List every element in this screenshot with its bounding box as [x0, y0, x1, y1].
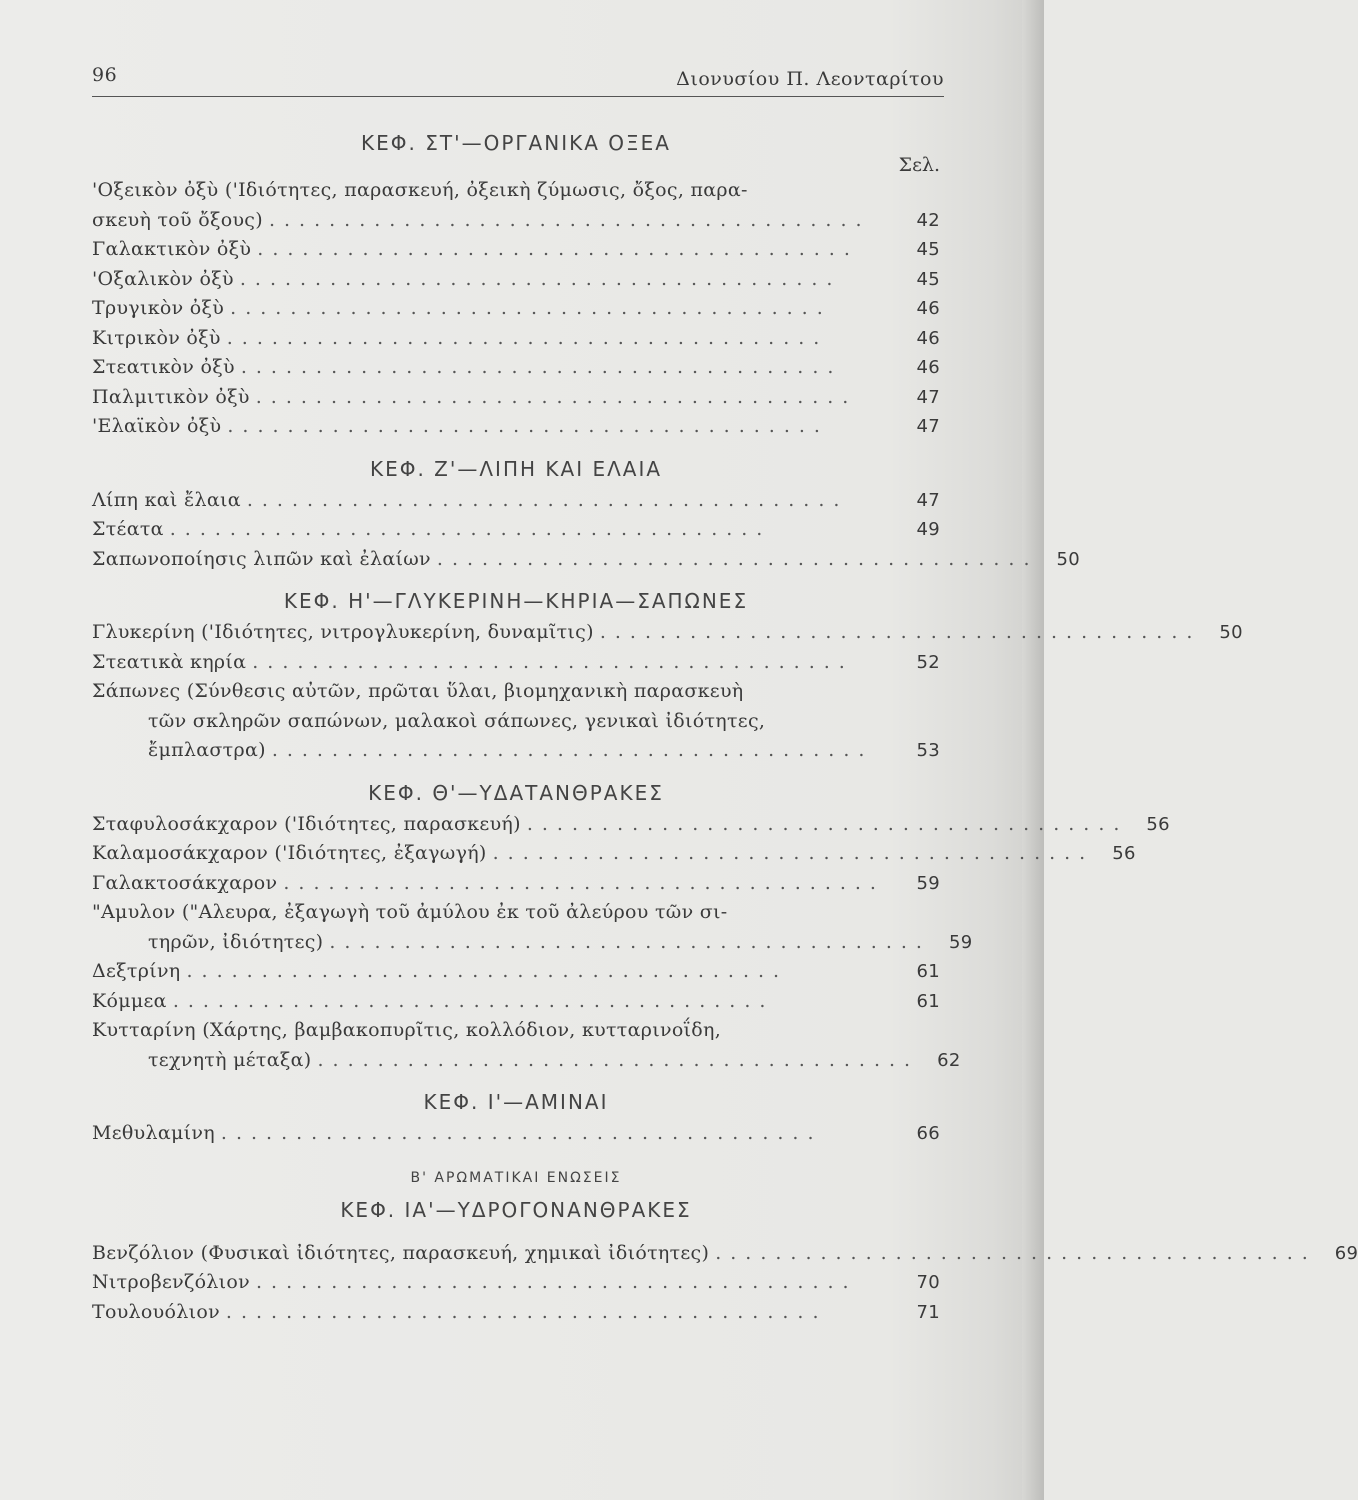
chapter-heading: ΚΕΦ. Ι'—ΑΜΙΝΑΙ	[423, 1090, 609, 1114]
entry-text: Καλαμοσάκχαρον ('Ιδιότητες, ἐξαγωγή)	[92, 842, 487, 864]
toc-entry: "Αμυλον ("Αλευρα, ἐξαγωγὴ τοῦ ἀμύλου ἐκ τοῦ ἀλεύρου τῶν σι- τηρῶν, ἰδιότητες) ........................................ 59	[92, 898, 940, 957]
page-ref: 53	[916, 740, 940, 761]
page-ref: 59	[948, 931, 973, 953]
page-ref: 61	[916, 961, 940, 982]
page-number: 96	[92, 64, 118, 86]
toc-entry: Στεατικὸν ὀξὺ ........................................ 46	[92, 353, 940, 383]
toc-entry: Παλμιτικὸν ὀξὺ ........................................ 47	[92, 383, 940, 413]
entry-text: 'Οξεικὸν ὀξὺ ('Ιδιότητες, παρασκευή, ὀξεικὴ ζύμωσις, ὄξος, παρα-	[92, 179, 748, 201]
page-ref: 46	[916, 298, 940, 319]
entry-text: τεχνητὴ μέταξα)	[148, 1048, 312, 1071]
toc-entry: Σαπωνοποίησις λιπῶν καὶ ἐλαίων ........................................ 50	[92, 545, 940, 575]
page-ref: 61	[916, 990, 940, 1012]
spacer	[92, 1227, 940, 1239]
toc-entry: Καλαμοσάκχαρον ('Ιδιότητες, ἐξαγωγή) ........................................ 56	[92, 839, 940, 869]
entry-text: Στεατικὸν ὀξὺ	[92, 356, 235, 378]
entry-text: Μεθυλαμίνη	[92, 1122, 215, 1144]
entry-text: Κυτταρίνη (Χάρτης, βαμβακοπυρῖτις, κολλόδιον, κυτταρινοΐδη,	[92, 1019, 722, 1041]
toc-entry: Γαλακτοσάκχαρον ........................................ 59	[92, 869, 940, 899]
toc-entry: Γλυκερίνη ('Ιδιότητες, νιτρογλυκερίνη, δυναμῖτις) ........................................ 50	[92, 618, 940, 648]
page-column-label: Σελ.	[898, 154, 940, 176]
chapter-heading: ΚΕΦ. Θ'—ΥΔΑΤΑΝΘΡΑΚΕΣ	[368, 780, 664, 805]
entry-text: ἔμπλαστρα)	[148, 739, 266, 761]
entry-text: Βενζόλιον (Φυσικαὶ ἰδιότητες, παρασκευή, χημικαὶ ἰδιότητες)	[92, 1241, 710, 1264]
entry-text: Τουλουόλιον	[92, 1300, 220, 1323]
entry-text: Παλμιτικὸν ὀξὺ	[92, 385, 250, 408]
entry-text: Στέατα	[92, 518, 164, 540]
page-ref: 49	[916, 519, 940, 540]
toc-entry: 'Ελαϊκὸν ὀξὺ ........................................ 47	[92, 412, 940, 442]
page-ref: 59	[916, 872, 940, 894]
toc-entry: Τρυγικὸν ὀξὺ ........................................ 46	[92, 294, 940, 324]
entry-text: τῶν σκληρῶν σαπώνων, μαλακοὶ σάπωνες, γενικαὶ ἰδιότητες,	[148, 709, 766, 732]
page-ref: 46	[916, 357, 940, 378]
page-ref: 47	[916, 386, 940, 408]
toc-entry: Γαλακτικὸν ὀξὺ ........................................ 45	[92, 235, 940, 265]
toc-entry: 'Οξαλικὸν ὀξὺ ........................................ 45	[92, 265, 940, 295]
chapter-heading: ΚΕΦ. Η'—ΓΛΥΚΕΡΙΝΗ—ΚΗΡΙΑ—ΣΑΠΩΝΕΣ	[283, 589, 749, 613]
page-ref: 52	[916, 651, 940, 673]
toc-entry: Κιτρικὸν ὀξὺ ........................................ 46	[92, 324, 940, 354]
page-ref: 50	[1219, 622, 1243, 643]
entry-text: Νιτροβενζόλιον	[92, 1271, 250, 1293]
toc-entry: Κόμμεα ........................................ 61	[92, 987, 940, 1017]
toc-entry: Κυτταρίνη (Χάρτης, βαμβακοπυρῖτις, κολλόδιον, κυτταρινοΐδη, τεχνητὴ μέταξα) ........................................ 62	[92, 1016, 940, 1075]
chapter-heading: ΚΕΦ. ΙΑ'—ΥΔΡΟΓΟΝΑΝΘΡΑΚΕΣ	[340, 1197, 692, 1222]
entry-text: Στεατικὰ κηρία	[92, 650, 247, 673]
page-edge	[1022, 0, 1044, 1500]
entry-text: Σταφυλοσάκχαρον ('Ιδιότητες, παρασκευή)	[92, 812, 521, 835]
entry-text: Κιτρικὸν ὀξὺ	[92, 326, 221, 349]
toc-entry: Νιτροβενζόλιον ........................................ 70	[92, 1268, 940, 1298]
page-ref: 50	[1056, 548, 1081, 570]
page-ref: 70	[916, 1272, 940, 1293]
entry-text: Σάπωνες (Σύνθεσις αὐτῶν, πρῶται ὕλαι, βιομηχανικὴ παρασκευὴ	[92, 680, 744, 702]
entry-text: Γλυκερίνη ('Ιδιότητες, νιτρογλυκερίνη, δυναμῖτις)	[92, 621, 594, 643]
toc-entry: Λίπη καὶ ἔλαια ........................................ 47	[92, 486, 940, 516]
entry-text: Σαπωνοποίησις λιπῶν καὶ ἐλαίων	[92, 547, 431, 570]
entry-text: Γαλακτοσάκχαρον	[92, 871, 278, 894]
page-ref: 45	[916, 239, 940, 260]
page-ref: 56	[1112, 843, 1136, 864]
part-heading: Β' ΑΡΩΜΑΤΙΚΑΙ ΕΝΩΣΕΙΣ	[410, 1169, 622, 1186]
entry-text: Δεξτρίνη	[92, 960, 181, 982]
page-ref: 69	[1334, 1242, 1358, 1264]
entry-text: Γαλακτικὸν ὀξὺ	[92, 238, 252, 260]
toc-entry: 'Οξεικὸν ὀξὺ ('Ιδιότητες, παρασκευή, ὀξεικὴ ζύμωσις, ὄξος, παρα- σκευὴ τοῦ ὄξους) ........................................ 42	[92, 176, 940, 235]
page-ref: 56	[1146, 813, 1170, 835]
toc-entry: Μεθυλαμίνη ........................................ 66	[92, 1119, 940, 1149]
page-ref: 66	[916, 1123, 940, 1144]
entry-text: Λίπη καὶ ἔλαια	[92, 488, 241, 511]
running-title: Διονυσίου Π. Λεονταρίτου	[676, 68, 944, 90]
page-header	[92, 62, 944, 97]
page-ref: 47	[916, 489, 940, 511]
entry-text: 'Οξαλικὸν ὀξὺ	[92, 267, 234, 290]
page-ref: 42	[916, 209, 940, 231]
chapter-heading: ΚΕΦ. Ζ'—ΛΙΠΗ ΚΑΙ ΕΛΑΙΑ	[369, 456, 663, 481]
page-ref: 71	[916, 1301, 940, 1323]
toc-entry: Σάπωνες (Σύνθεσις αὐτῶν, πρῶται ὕλαι, βιομηχανικὴ παρασκευὴ τῶν σκληρῶν σαπώνων, μαλακοὶ σάπωνες, γενικαὶ ἰδιότητες, ἔμπλαστρα) ........................................ 53	[92, 677, 940, 766]
toc-entry: Στεατικὰ κηρία ........................................ 52	[92, 648, 940, 678]
page-ref: 47	[916, 416, 940, 437]
entry-text: "Αμυλον ("Αλευρα, ἐξαγωγὴ τοῦ ἀμύλου ἐκ τοῦ ἀλεύρου τῶν σι-	[92, 901, 728, 923]
toc-entry: Βενζόλιον (Φυσικαὶ ἰδιότητες, παρασκευή, χημικαὶ ἰδιότητες) ........................................ 69	[92, 1239, 940, 1269]
toc-entry: Στέατα ........................................ 49	[92, 515, 940, 545]
entry-text: Τρυγικὸν ὀξὺ	[92, 297, 225, 319]
entry-text: 'Ελαϊκὸν ὀξὺ	[92, 415, 222, 437]
toc-entry: Σταφυλοσάκχαρον ('Ιδιότητες, παρασκευή) ........................................ 56	[92, 810, 940, 840]
page-ref: 62	[937, 1049, 961, 1071]
toc-entry: Τουλουόλιον ........................................ 71	[92, 1298, 940, 1328]
page-ref: 46	[916, 327, 940, 349]
page-ref: 45	[916, 268, 940, 290]
entry-text: Κόμμεα	[92, 989, 167, 1012]
entry-text: τηρῶν, ἰδιότητες)	[148, 930, 324, 953]
table-of-contents	[92, 126, 1358, 1327]
entry-text: σκευὴ τοῦ ὄξους)	[92, 208, 263, 231]
toc-entry: Δεξτρίνη ........................................ 61	[92, 957, 940, 987]
chapter-heading: ΚΕΦ. ΣΤ'—ΟΡΓΑΝΙΚΑ ΟΞΕΑ	[361, 131, 671, 155]
